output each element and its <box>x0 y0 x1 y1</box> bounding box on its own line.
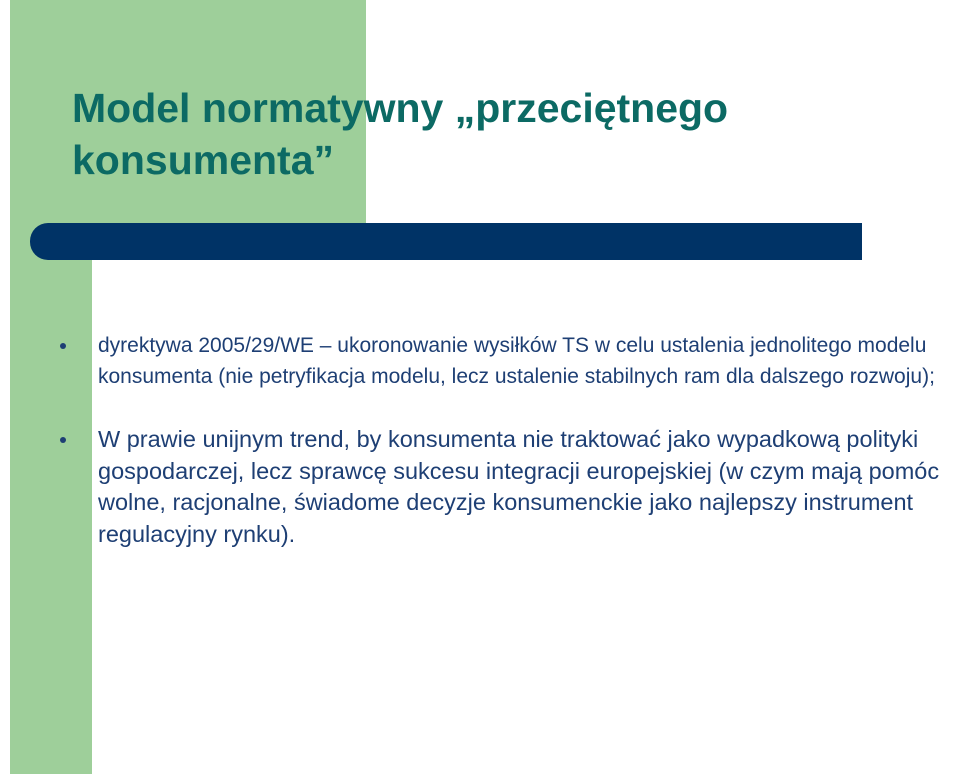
bullet-text: dyrektywa 2005/29/WE – ukoronowanie wysiłków TS w celu ustalenia jednolitego modelu konsumenta (nie petryfikacja modelu, lecz ustalenie stabilnych ram dla dalszego rozwoju); <box>98 334 935 388</box>
slide-title: Model normatywny „przeciętnego konsumenta” <box>72 85 729 183</box>
bullet-item <box>60 424 960 550</box>
bullet-item <box>60 330 960 392</box>
title-underline-bar <box>30 223 862 260</box>
bullet-dot-icon <box>60 437 66 443</box>
bullet-list <box>60 330 960 550</box>
bullet-text: W prawie unijnym trend, by konsumenta nie traktować jako wypadkową polityki gospodarczej, lecz sprawcę sukcesu integracji europejskiej (w czym mają pomóc wolne, racjonalne, świadome decyzje konsumenckie jako najlepszy instrument regulacyjny rynku). <box>98 426 940 547</box>
bullet-dot-icon <box>60 343 66 349</box>
